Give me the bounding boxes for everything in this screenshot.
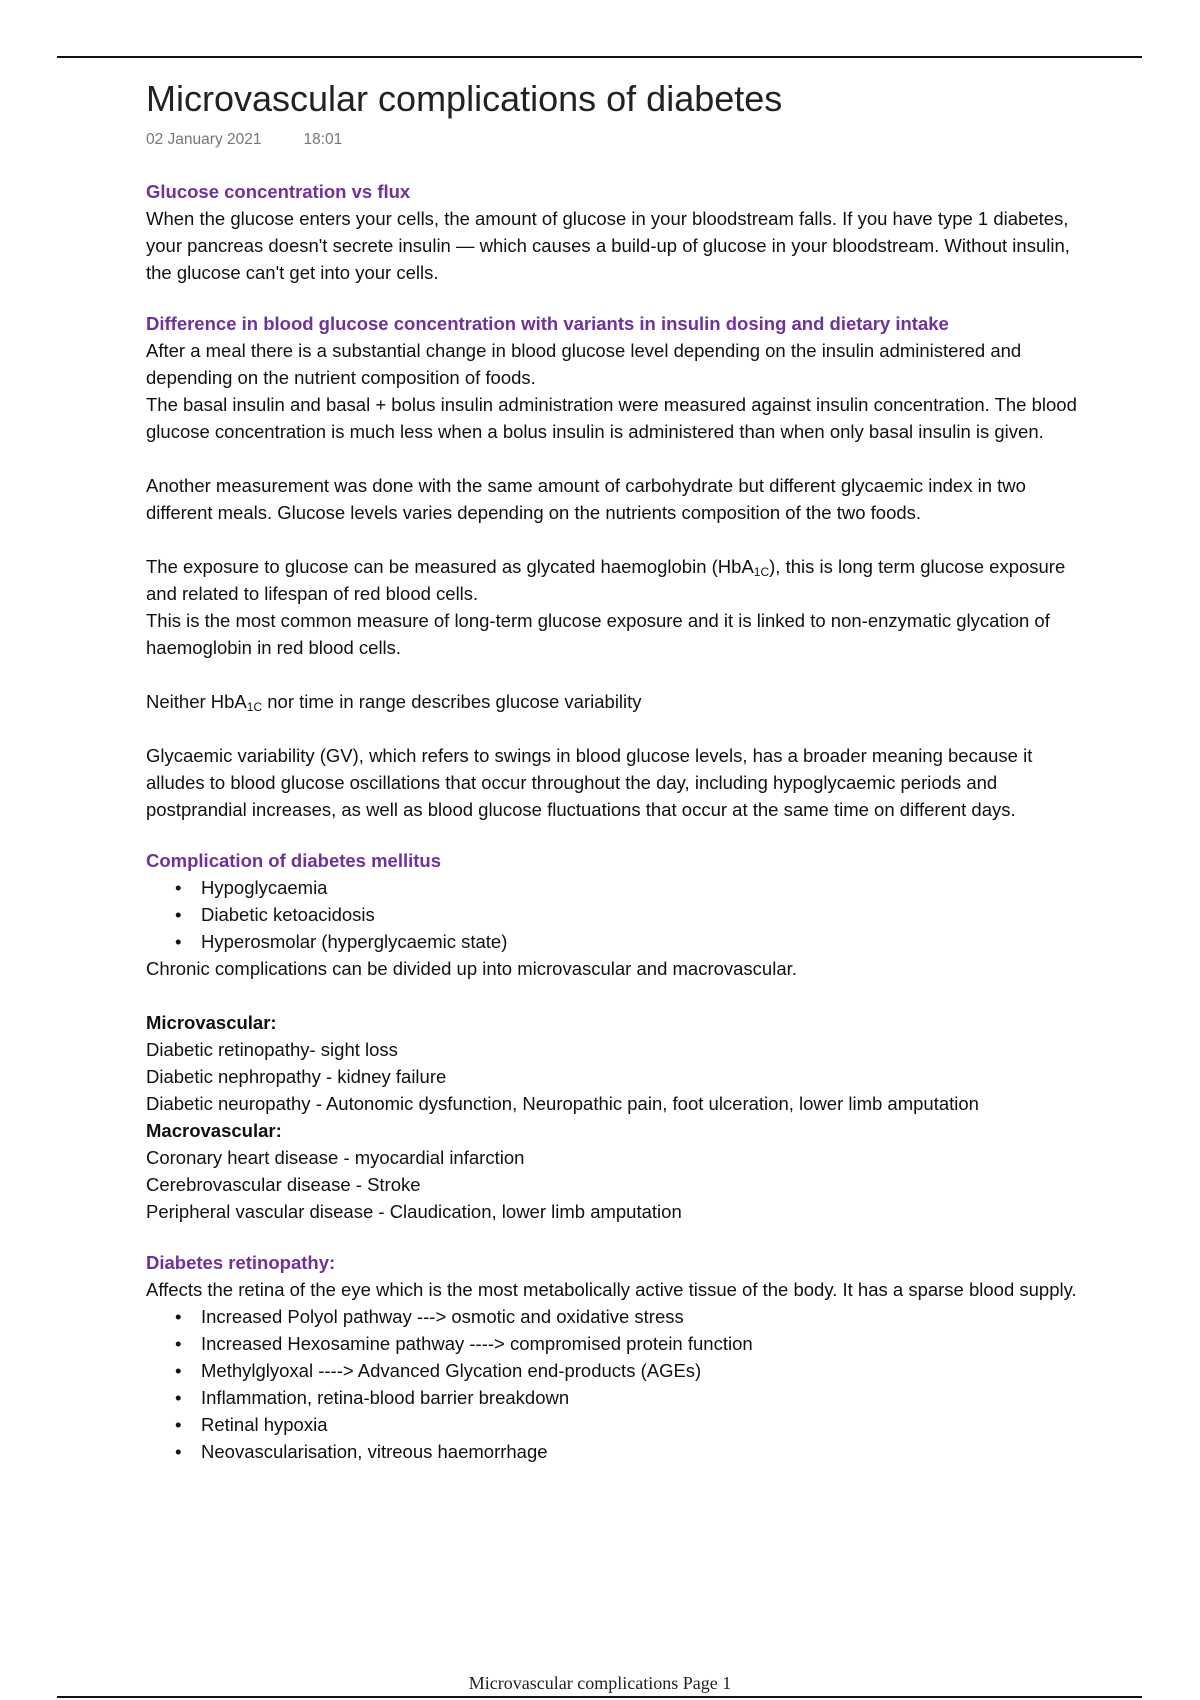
list-item: • Methylglyoxal ----> Advanced Glycation end-products (AGEs) [201, 1357, 1086, 1384]
subscript: 1C [246, 700, 263, 714]
paragraph-retina: Affects the retina of the eye which is the most metabolically active tissue of the body. It has a sparse blood supply. [146, 1279, 1077, 1300]
text-fragment: The exposure to glucose can be measured as glycated haemoglobin (HbA [146, 556, 754, 577]
page-content [146, 76, 1086, 1465]
micro-line: Diabetic neuropathy - Autonomic dysfunction, Neuropathic pain, foot ulceration, lower limb amputation [146, 1093, 979, 1114]
list-item: • Hyperosmolar (hyperglycaemic state) [201, 928, 1086, 955]
paragraph-common-measure: This is the most common measure of long-term glucose exposure and it is linked to non-enzymatic glycation of haemoglobin in red blood cells. [146, 610, 1050, 658]
macro-line: Cerebrovascular disease - Stroke [146, 1174, 421, 1195]
paragraph-basal-bolus: The basal insulin and basal + bolus insulin administration were measured against insulin concentration. The blood glucose concentration is much less when a bolus insulin is administered than when only basal insulin is given. [146, 394, 1077, 442]
list-item: • Diabetic ketoacidosis [201, 901, 1086, 928]
list-item: • Increased Polyol pathway ---> osmotic and oxidative stress [201, 1303, 1086, 1330]
heading-difference: Difference in blood glucose concentration with variants in insulin dosing and dietary intake [146, 313, 949, 334]
macro-line: Peripheral vascular disease - Claudication, lower limb amputation [146, 1201, 682, 1222]
list-item: • Inflammation, retina-blood barrier breakdown [201, 1384, 1086, 1411]
list-item: • Neovascularisation, vitreous haemorrhage [201, 1438, 1086, 1465]
label-microvascular: Microvascular: [146, 1012, 277, 1033]
paragraph-meal-change: After a meal there is a substantial change in blood glucose level depending on the insulin administered and depending on the nutrient composition of foods. [146, 340, 1022, 388]
paragraph-variability [146, 688, 1086, 715]
page-date: 02 January 2021 [146, 131, 262, 148]
bottom-divider [57, 1696, 1142, 1698]
text-fragment: nor time in range describes glucose variability [262, 691, 642, 712]
list-item: • Increased Hexosamine pathway ----> compromised protein function [201, 1330, 1086, 1357]
list-item: • Hypoglycaemia [201, 874, 1086, 901]
heading-complication: Complication of diabetes mellitus [146, 850, 442, 871]
paragraph-hba1c-exposure [146, 553, 1086, 607]
page-footer: Microvascular complications Page 1 [468, 1673, 732, 1693]
subscript: 1C [753, 565, 770, 579]
paragraph-glucose-flux: When the glucose enters your cells, the amount of glucose in your bloodstream falls. If you have type 1 diabetes, your pancreas doesn't secrete insulin — which causes a build-up of glucose in your bloodstream. Without insulin, the glucose can't get into your cells. [146, 208, 1070, 283]
macro-line: Coronary heart disease - myocardial infarction [146, 1147, 525, 1168]
text-fragment: Neither HbA [146, 691, 247, 712]
paragraph-gv: Glycaemic variability (GV), which refers to swings in blood glucose levels, has a broader meaning because it alludes to blood glucose oscillations that occur throughout the day, including hypoglycaemic periods and postprandial increases, as well as blood glucose fluctuations that occur at the same time on different days. [146, 745, 1033, 820]
paragraph-chronic: Chronic complications can be divided up into microvascular and macrovascular. [146, 958, 797, 979]
complication-list [146, 874, 1086, 955]
list-item: • Retinal hypoxia [201, 1411, 1086, 1438]
retinopathy-list [146, 1303, 1086, 1465]
page-time: 18:01 [303, 131, 343, 148]
heading-retinopathy: Diabetes retinopathy: [146, 1252, 336, 1273]
micro-line: Diabetic nephropathy - kidney failure [146, 1066, 447, 1087]
paragraph-glycaemic-index: Another measurement was done with the same amount of carbohydrate but different glycaemic index in two different meals. Glucose levels varies depending on the nutrients composition of the two foods. [146, 475, 1026, 523]
page-title: Microvascular complications of diabetes [146, 78, 783, 119]
top-divider [57, 56, 1142, 58]
text-fragment: ), this is long term glucose exposure and related to lifespan of red blood cells. [146, 556, 1066, 604]
heading-glucose-flux: Glucose concentration vs flux [146, 181, 411, 202]
label-macrovascular: Macrovascular: [146, 1120, 282, 1141]
micro-line: Diabetic retinopathy- sight loss [146, 1039, 398, 1060]
page-meta [146, 130, 1086, 150]
